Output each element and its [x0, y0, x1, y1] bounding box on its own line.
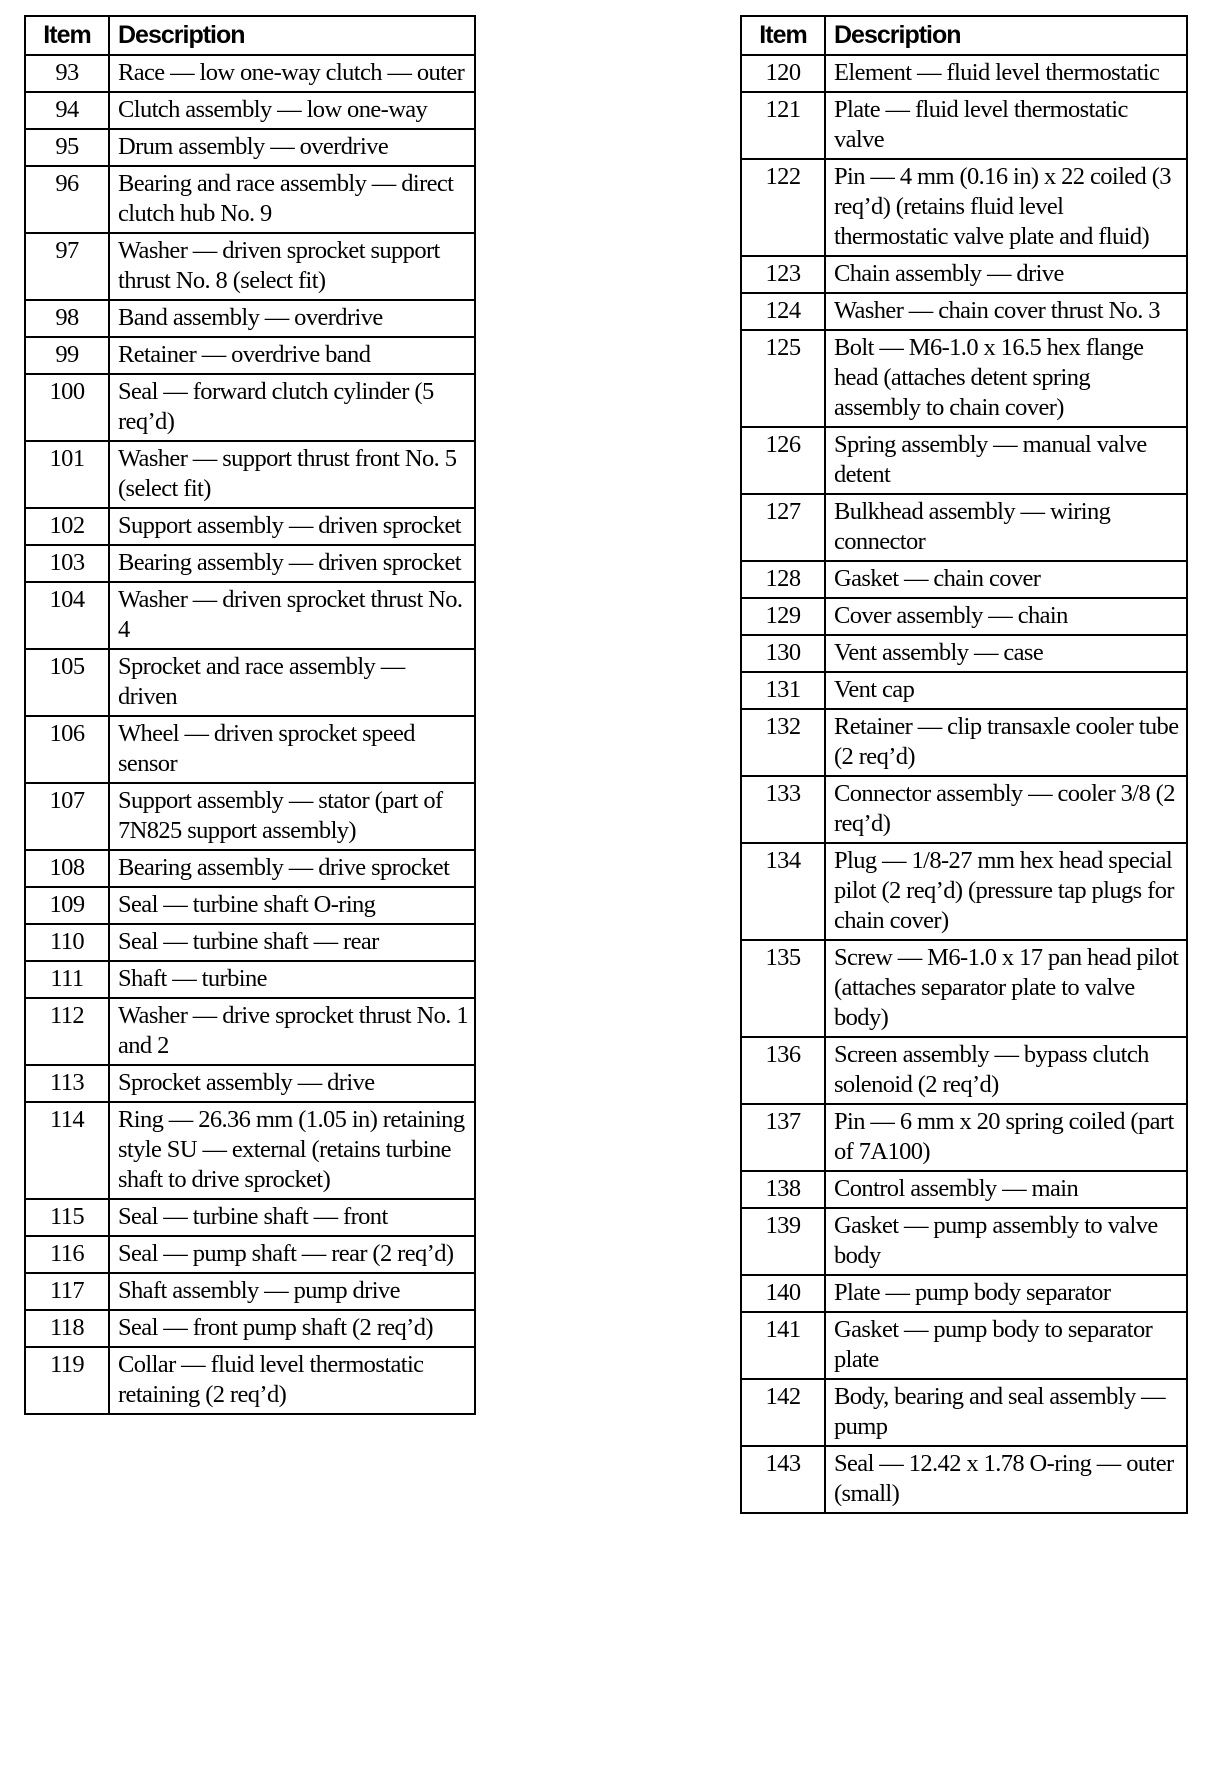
table-row: [741, 1208, 1187, 1275]
item-number: 124: [741, 293, 825, 330]
item-description: Washer — drive sprocket thrust No. 1 and 2: [109, 998, 475, 1065]
item-number: 103: [25, 545, 109, 582]
item-number: 107: [25, 783, 109, 850]
table-row: [25, 582, 475, 649]
item-description: Washer — driven sprocket thrust No. 4: [109, 582, 475, 649]
item-number: 93: [25, 55, 109, 92]
item-description: Gasket — pump assembly to valve body: [825, 1208, 1187, 1275]
item-description: Seal — 12.42 x 1.78 O-ring — outer (small): [825, 1446, 1187, 1513]
item-number: 140: [741, 1275, 825, 1312]
table-row: [25, 374, 475, 441]
item-number: 114: [25, 1102, 109, 1199]
table-row: [741, 1037, 1187, 1104]
item-number: 134: [741, 843, 825, 940]
table-row: [25, 166, 475, 233]
table-row: [25, 961, 475, 998]
item-description: Race — low one-way clutch — outer: [109, 55, 475, 92]
table-row: [741, 159, 1187, 256]
item-description: Shaft assembly — pump drive: [109, 1273, 475, 1310]
item-number: 116: [25, 1236, 109, 1273]
table-row: [741, 293, 1187, 330]
table-row: [25, 1347, 475, 1414]
item-description: Seal — turbine shaft O-ring: [109, 887, 475, 924]
item-number: 135: [741, 940, 825, 1037]
parts-table-left-body: [25, 55, 475, 1414]
table-row: [25, 441, 475, 508]
item-number: 109: [25, 887, 109, 924]
item-number: 130: [741, 635, 825, 672]
item-description: Washer — chain cover thrust No. 3: [825, 293, 1187, 330]
item-description: Seal — pump shaft — rear (2 req’d): [109, 1236, 475, 1273]
table-row: [741, 1275, 1187, 1312]
table-row: [741, 709, 1187, 776]
item-description: Spring assembly — manual valve detent: [825, 427, 1187, 494]
item-description: Plug — 1/8-27 mm hex head special pilot (2 req’d) (pressure tap plugs for chain cover): [825, 843, 1187, 940]
table-row: [25, 1310, 475, 1347]
item-description: Seal — forward clutch cylinder (5 req’d): [109, 374, 475, 441]
item-description: Washer — driven sprocket support thrust No. 8 (select fit): [109, 233, 475, 300]
item-description: Body, bearing and seal assembly — pump: [825, 1379, 1187, 1446]
item-description: Bearing assembly — driven sprocket: [109, 545, 475, 582]
table-row: [25, 783, 475, 850]
item-description: Clutch assembly — low one-way: [109, 92, 475, 129]
table-row: [25, 1065, 475, 1102]
item-number: 100: [25, 374, 109, 441]
item-number: 104: [25, 582, 109, 649]
table-row: [25, 508, 475, 545]
item-description: Vent cap: [825, 672, 1187, 709]
description-column-header: Description: [825, 16, 1187, 55]
item-number: 142: [741, 1379, 825, 1446]
table-row: [741, 1312, 1187, 1379]
item-description: Bolt — M6-1.0 x 16.5 hex flange head (attaches detent spring assembly to chain cover): [825, 330, 1187, 427]
table-row: [25, 300, 475, 337]
item-description: Retainer — overdrive band: [109, 337, 475, 374]
table-row: [25, 55, 475, 92]
item-description: Ring — 26.36 mm (1.05 in) retaining style SU — external (retains turbine shaft to drive sprocket): [109, 1102, 475, 1199]
table-row: [25, 850, 475, 887]
item-number: 117: [25, 1273, 109, 1310]
table-row: [741, 776, 1187, 843]
table-row: [25, 129, 475, 166]
item-number: 98: [25, 300, 109, 337]
item-number: 131: [741, 672, 825, 709]
table-header-row: [741, 16, 1187, 55]
table-row: [741, 843, 1187, 940]
table-row: [25, 92, 475, 129]
item-description: Washer — support thrust front No. 5 (select fit): [109, 441, 475, 508]
table-header-row: [25, 16, 475, 55]
table-row: [741, 598, 1187, 635]
item-description: Sprocket assembly — drive: [109, 1065, 475, 1102]
item-number: 118: [25, 1310, 109, 1347]
table-row: [25, 716, 475, 783]
item-description: Cover assembly — chain: [825, 598, 1187, 635]
item-description: Screw — M6-1.0 x 17 pan head pilot (attaches separator plate to valve body): [825, 940, 1187, 1037]
item-description: Bulkhead assembly — wiring connector: [825, 494, 1187, 561]
item-description: Sprocket and race assembly — driven: [109, 649, 475, 716]
item-column-header: Item: [25, 16, 109, 55]
item-number: 96: [25, 166, 109, 233]
item-number: 129: [741, 598, 825, 635]
item-description: Chain assembly — drive: [825, 256, 1187, 293]
item-description: Wheel — driven sprocket speed sensor: [109, 716, 475, 783]
table-row: [25, 1273, 475, 1310]
item-number: 115: [25, 1199, 109, 1236]
item-number: 126: [741, 427, 825, 494]
table-row: [25, 924, 475, 961]
table-row: [741, 256, 1187, 293]
item-number: 112: [25, 998, 109, 1065]
table-row: [741, 561, 1187, 598]
table-row: [741, 494, 1187, 561]
table-row: [741, 635, 1187, 672]
table-row: [741, 330, 1187, 427]
item-description: Pin — 6 mm x 20 spring coiled (part of 7A100): [825, 1104, 1187, 1171]
item-description: Vent assembly — case: [825, 635, 1187, 672]
item-number: 95: [25, 129, 109, 166]
item-description: Seal — turbine shaft — front: [109, 1199, 475, 1236]
item-description: Plate — fluid level thermostatic valve: [825, 92, 1187, 159]
table-row: [741, 427, 1187, 494]
item-number: 111: [25, 961, 109, 998]
item-number: 122: [741, 159, 825, 256]
item-description: Bearing assembly — drive sprocket: [109, 850, 475, 887]
item-description: Support assembly — driven sprocket: [109, 508, 475, 545]
item-description: Band assembly — overdrive: [109, 300, 475, 337]
item-number: 139: [741, 1208, 825, 1275]
item-number: 120: [741, 55, 825, 92]
parts-table-right-body: [741, 55, 1187, 1513]
item-description: Control assembly — main: [825, 1171, 1187, 1208]
item-description: Element — fluid level thermostatic: [825, 55, 1187, 92]
item-number: 108: [25, 850, 109, 887]
item-number: 125: [741, 330, 825, 427]
table-row: [25, 649, 475, 716]
table-row: [25, 1199, 475, 1236]
item-number: 128: [741, 561, 825, 598]
item-number: 123: [741, 256, 825, 293]
item-number: 102: [25, 508, 109, 545]
item-number: 94: [25, 92, 109, 129]
table-row: [741, 1379, 1187, 1446]
item-description: Seal — front pump shaft (2 req’d): [109, 1310, 475, 1347]
table-row: [741, 1104, 1187, 1171]
item-description: Gasket — pump body to separator plate: [825, 1312, 1187, 1379]
parts-table-right: [740, 15, 1188, 1514]
item-description: Retainer — clip transaxle cooler tube (2 req’d): [825, 709, 1187, 776]
item-column-header: Item: [741, 16, 825, 55]
table-row: [25, 998, 475, 1065]
table-row: [741, 1446, 1187, 1513]
parts-table-left: [24, 15, 476, 1415]
item-description: Plate — pump body separator: [825, 1275, 1187, 1312]
item-number: 110: [25, 924, 109, 961]
item-description: Support assembly — stator (part of 7N825 support assembly): [109, 783, 475, 850]
item-description: Connector assembly — cooler 3/8 (2 req’d): [825, 776, 1187, 843]
table-row: [25, 887, 475, 924]
item-number: 127: [741, 494, 825, 561]
item-description: Bearing and race assembly — direct clutch hub No. 9: [109, 166, 475, 233]
item-number: 97: [25, 233, 109, 300]
description-column-header: Description: [109, 16, 475, 55]
table-row: [741, 672, 1187, 709]
item-description: Gasket — chain cover: [825, 561, 1187, 598]
item-number: 119: [25, 1347, 109, 1414]
item-description: Seal — turbine shaft — rear: [109, 924, 475, 961]
item-description: Collar — fluid level thermostatic retaining (2 req’d): [109, 1347, 475, 1414]
item-number: 132: [741, 709, 825, 776]
table-row: [25, 233, 475, 300]
table-row: [25, 337, 475, 374]
table-row: [741, 1171, 1187, 1208]
item-number: 143: [741, 1446, 825, 1513]
item-number: 138: [741, 1171, 825, 1208]
item-number: 101: [25, 441, 109, 508]
table-row: [25, 545, 475, 582]
item-description: Shaft — turbine: [109, 961, 475, 998]
item-number: 121: [741, 92, 825, 159]
item-description: Drum assembly — overdrive: [109, 129, 475, 166]
item-number: 113: [25, 1065, 109, 1102]
item-number: 141: [741, 1312, 825, 1379]
table-row: [741, 55, 1187, 92]
item-number: 99: [25, 337, 109, 374]
table-row: [25, 1236, 475, 1273]
item-number: 136: [741, 1037, 825, 1104]
item-number: 105: [25, 649, 109, 716]
item-description: Pin — 4 mm (0.16 in) x 22 coiled (3 req’d) (retains fluid level thermostatic valve plate and fluid): [825, 159, 1187, 256]
table-row: [25, 1102, 475, 1199]
table-row: [741, 940, 1187, 1037]
item-number: 137: [741, 1104, 825, 1171]
item-description: Screen assembly — bypass clutch solenoid (2 req’d): [825, 1037, 1187, 1104]
item-number: 133: [741, 776, 825, 843]
table-row: [741, 92, 1187, 159]
item-number: 106: [25, 716, 109, 783]
